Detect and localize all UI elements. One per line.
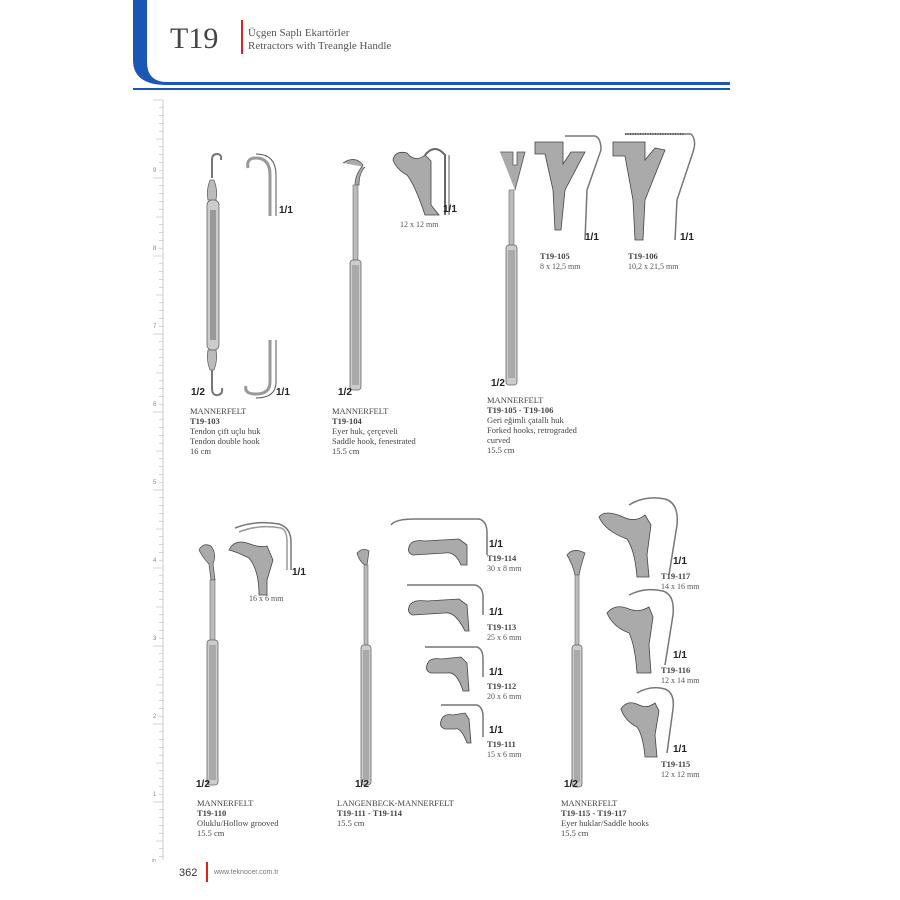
ruler-unit-label: in — [152, 858, 156, 864]
variant-size-t19-111: 15 x 6 mm — [487, 750, 522, 759]
variant-size-t19-115: 12 x 12 mm — [661, 770, 700, 779]
scale-full-t19-111: 1/1 — [489, 725, 503, 736]
instrument-t19-105-106-image — [495, 130, 705, 380]
variant-code-t19-116: T19-116 — [661, 665, 691, 675]
scale-half-t19-111-114: 1/2 — [355, 779, 369, 790]
inch-ruler — [133, 100, 168, 860]
product-length: 15.5 cm — [332, 446, 360, 456]
product-name: MANNERFELT — [561, 798, 618, 808]
product-desc-en: Forked hooks, retrograded — [487, 425, 577, 435]
caption-t19-103 — [190, 406, 260, 456]
product-code: T19-104 — [332, 416, 362, 426]
product-code: T19-110 — [197, 808, 227, 818]
variant-size-t19-105: 8 x 12,5 mm — [540, 262, 581, 271]
variant-size-t19-112: 20 x 6 mm — [487, 692, 522, 701]
scale-full-t19-106: 1/1 — [680, 232, 694, 243]
scale-half-t19-105-106: 1/2 — [491, 378, 505, 389]
page-number: 362 — [179, 867, 198, 879]
caption-t19-110 — [197, 798, 278, 838]
product-desc-en: Tendon double hook — [190, 436, 260, 446]
ruler-mark-label: 3 — [153, 636, 157, 642]
instrument-t19-110-image — [195, 520, 315, 790]
ruler-mark-label: 5 — [153, 480, 157, 486]
product-name: MANNERFELT — [190, 406, 247, 416]
scale-full-t19-114: 1/1 — [489, 539, 503, 550]
ruler-mark-label: 6 — [153, 402, 157, 408]
product-desc-en-2: curved — [487, 435, 511, 445]
scale-full-t19-103-bottom: 1/1 — [276, 387, 290, 398]
variant-code-t19-117: T19-117 — [661, 571, 691, 581]
ruler-mark-label: 7 — [153, 324, 157, 330]
product-desc-tr: Eyer huk, çerçeveli — [332, 426, 398, 436]
instrument-t19-104-image — [335, 145, 465, 395]
ruler-mark-label: 8 — [153, 246, 157, 252]
title-english: Retractors with Treangle Handle — [248, 40, 392, 52]
caption-t19-104 — [332, 406, 416, 456]
variant-size-t19-106: 10,2 x 21,5 mm — [628, 262, 679, 271]
caption-t19-111-114 — [337, 798, 454, 828]
variant-code-t19-112: T19-112 — [487, 681, 517, 691]
product-code: T19-105 - T19-106 — [487, 405, 554, 415]
website-link[interactable]: www.teknocer.com.tr — [214, 869, 279, 876]
instrument-t19-111-114-image — [355, 515, 500, 790]
caption-t19-115-117 — [561, 798, 649, 838]
scale-half-t19-103: 1/2 — [191, 387, 205, 398]
variant-size-t19-116: 12 x 14 mm — [661, 676, 700, 685]
caption-t19-105-106 — [487, 395, 577, 455]
title-turkish: Üçgen Saplı Ekartörler — [248, 27, 350, 39]
product-desc-en: Saddle hook, fenestrated — [332, 436, 416, 446]
product-code: T19-111 - T19-114 — [337, 808, 403, 818]
tip-size-t19-104: 12 x 12 mm — [400, 220, 439, 229]
product-desc: Eyer huklar/Saddle hooks — [561, 818, 649, 828]
variant-size-t19-117: 14 x 16 mm — [661, 582, 700, 591]
scale-full-t19-103-top: 1/1 — [279, 205, 293, 216]
scale-full-t19-110: 1/1 — [292, 567, 306, 578]
product-length: 15.5 cm — [561, 828, 589, 838]
variant-size-t19-114: 30 x 8 mm — [487, 564, 522, 573]
product-length: 15.5 cm — [487, 445, 515, 455]
product-length: 15.5 cm — [337, 818, 365, 828]
footer-divider — [206, 862, 208, 882]
scale-full-t19-117: 1/1 — [673, 556, 687, 567]
product-desc-tr: Tendon çift uçlu huk — [190, 426, 261, 436]
product-name: MANNERFELT — [332, 406, 389, 416]
ruler-mark-label: 9 — [153, 168, 157, 174]
variant-code-t19-114: T19-114 — [487, 553, 517, 563]
scale-half-t19-115-117: 1/2 — [564, 779, 578, 790]
product-desc: Oluklu/Hollow grooved — [197, 818, 279, 828]
product-code: T19-115 - T19-117 — [561, 808, 627, 818]
product-length: 16 cm — [190, 446, 212, 456]
variant-code-t19-105: T19-105 — [540, 251, 570, 261]
product-code: T19-103 — [190, 416, 220, 426]
product-name: MANNERFELT — [197, 798, 254, 808]
scale-full-t19-112: 1/1 — [489, 667, 503, 678]
scale-full-t19-115: 1/1 — [673, 744, 687, 755]
product-name: LANGENBECK-MANNERFELT — [337, 798, 454, 808]
variant-size-t19-113: 25 x 6 mm — [487, 633, 522, 642]
scale-half-t19-104: 1/2 — [338, 387, 352, 398]
instrument-t19-103-image — [190, 150, 300, 400]
scale-full-t19-113: 1/1 — [489, 607, 503, 618]
variant-code-t19-111: T19-111 — [487, 739, 516, 749]
scale-full-t19-116: 1/1 — [673, 650, 687, 661]
variant-code-t19-113: T19-113 — [487, 622, 517, 632]
scale-full-t19-104: 1/1 — [443, 204, 457, 215]
product-name: MANNERFELT — [487, 395, 544, 405]
scale-full-t19-105: 1/1 — [585, 232, 599, 243]
product-length: 15.5 cm — [197, 828, 225, 838]
section-code: T19 — [170, 22, 219, 55]
variant-code-t19-115: T19-115 — [661, 759, 691, 769]
ruler-mark-label: 4 — [153, 558, 157, 564]
ruler-mark-label: 1 — [153, 792, 157, 798]
ruler-mark-label: 2 — [153, 714, 157, 720]
scale-half-t19-110: 1/2 — [196, 779, 210, 790]
header-divider — [241, 20, 243, 54]
product-desc-tr: Geri eğimli çatallı huk — [487, 415, 564, 425]
tip-size-t19-110: 16 x 6 mm — [249, 594, 284, 603]
header-banner — [133, 0, 730, 92]
variant-code-t19-106: T19-106 — [628, 251, 658, 261]
